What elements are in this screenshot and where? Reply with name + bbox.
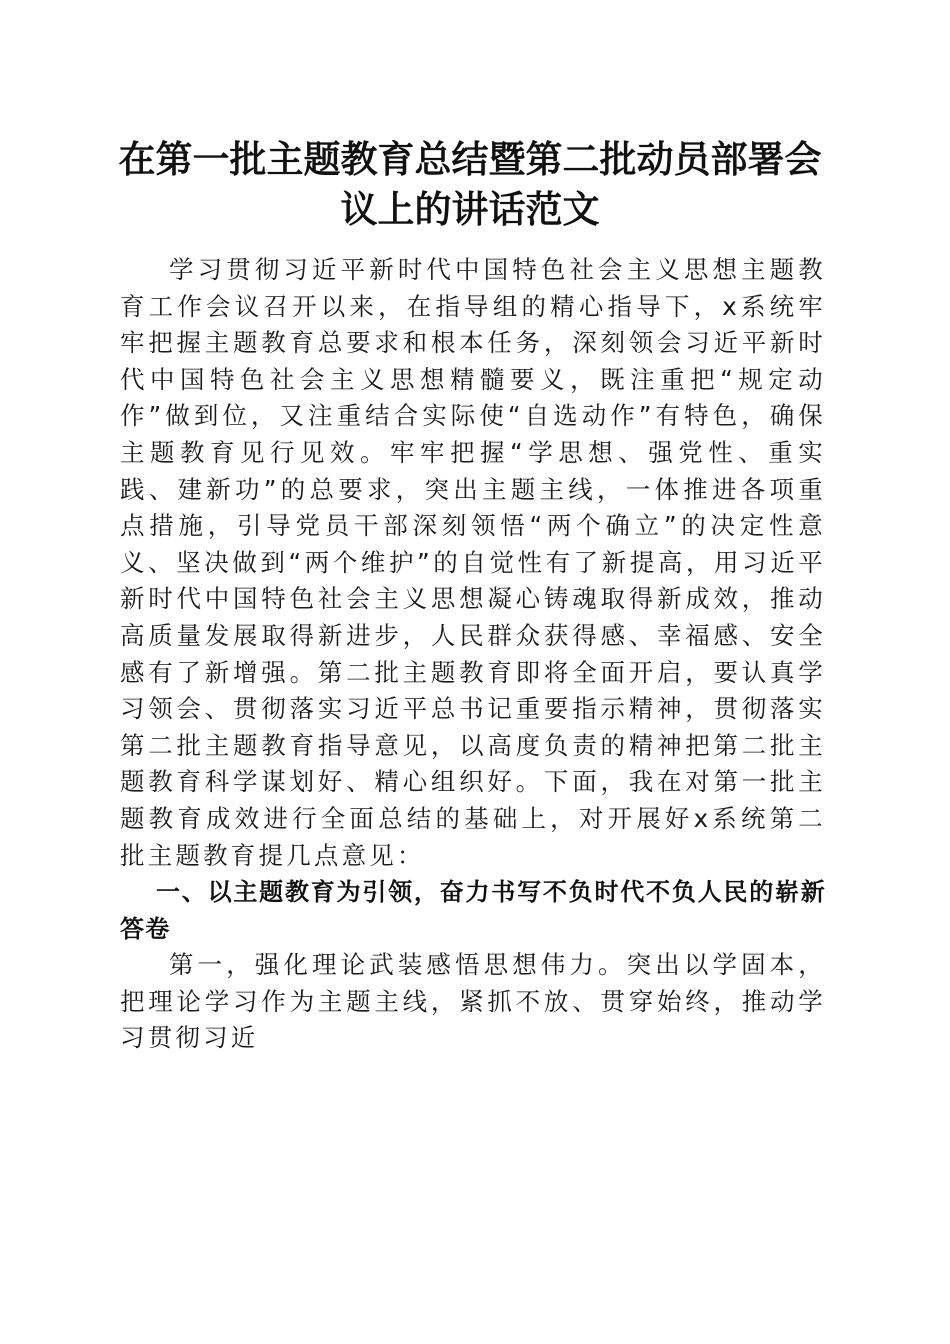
intro-paragraph: 学习贯彻习近平新时代中国特色社会主义思想主题教育工作会议召开以来，在指导组的精心指导下，x系统牢牢把握主题教育总要求和根本任务，深刻领会习近平新时代中国特色社会主义思想精髓要义，既注重把“规定动作”做到位，又注重结合实际使“自选动作”有特色，确保主题教育见行见效。牢牢把握“学思想、强党性、重实践、建新功”的总要求，突出主题主线，一体推进各项重点措施，引导党员干部深刻领悟“两个确立”的决定性意义、坚决做到“两个维护”的自觉性有了新提高，用习近平新时代中国特色社会主义思想凝心铸魂取得新成效，推动高质量发展取得新进步，人民群众获得感、幸福感、安全感有了新增强。第二批主题教育即将全面开启，要认真学习领会、贯彻落实习近平总书记重要指示精神，贯彻落实第二批主题教育指导意见，以高度负责的精神把第二批主题教育科学谋划好、精心组织好。下面，我在对第一批主题教育成效进行全面总结的基础上，对开展好x系统第二批主题教育提几点意见： bbox=[120, 255, 826, 870]
document-title: 在第一批主题教育总结暨第二批动员部署会议上的讲话范文 bbox=[118, 137, 822, 231]
document-body bbox=[120, 252, 826, 1057]
section-paragraph: 第一，强化理论武装感悟思想伟力。突出以学固本，把理论学习作为主题主线，紧抓不放、贯穿始终，推动学习贯彻习近 bbox=[120, 950, 826, 1053]
section-heading: 一、以主题教育为引领，奋力书写不负时代不负人民的崭新答卷 bbox=[120, 878, 826, 943]
